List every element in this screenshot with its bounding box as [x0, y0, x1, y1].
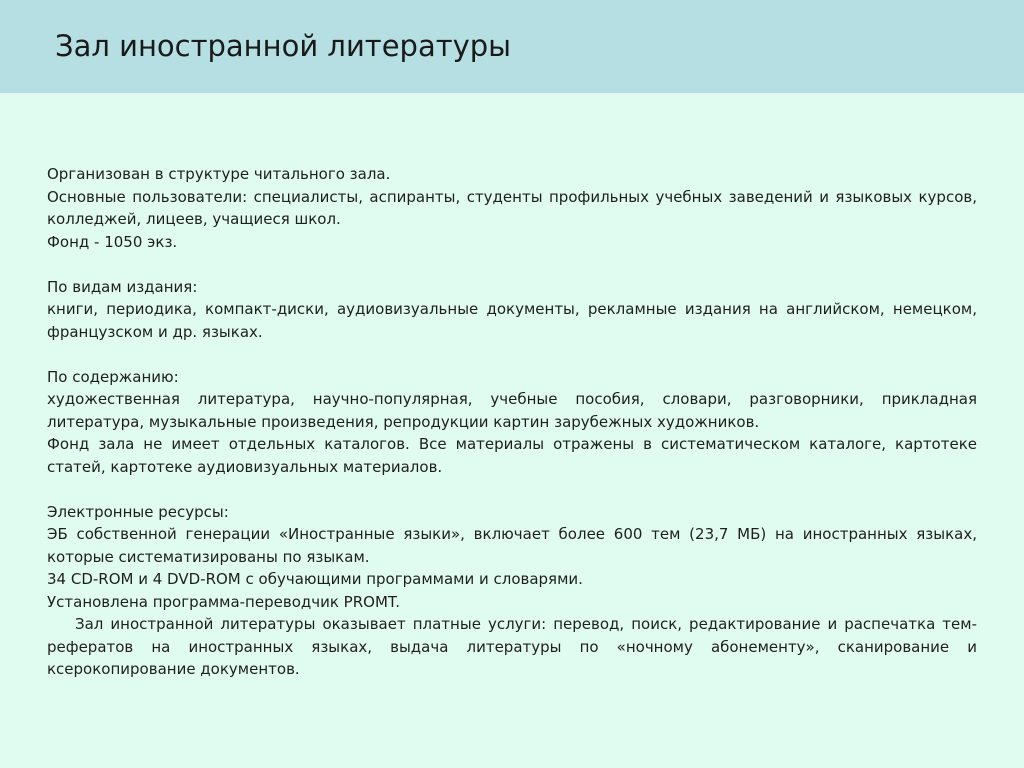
- slide-body: [47, 163, 977, 681]
- by-content-heading: По содержанию:: [47, 367, 179, 386]
- spacer: [47, 343, 977, 366]
- services-text: Зал иностранной литературы оказывает платные услуги: перевод, поиск, редактирование и распечатка тем-рефератов на иностранных языках, выдача литературы по «ночному абонементу», сканирование и ксерокопирование документов.: [47, 615, 977, 678]
- spacer: [47, 253, 977, 276]
- promt-text: Установлена программа-переводчик PROMT.: [47, 592, 401, 611]
- organized-text: Организован в структуре читального зала.: [47, 165, 391, 183]
- fund-text: Фонд - 1050 экз.: [47, 232, 178, 251]
- slide-title: Зал иностранной литературы: [55, 29, 512, 63]
- title-bar: [0, 0, 1024, 93]
- cdrom-text: 34 CD-ROM и 4 DVD-ROM с обучающими программами и словарями.: [47, 570, 583, 588]
- spacer: [47, 478, 977, 501]
- by-type-text: книги, периодика, компакт-диски, аудиовизуальные документы, рекламные издания на английском, немецком, французском и др. языках.: [47, 300, 977, 341]
- eb-generation-text: ЭБ собственной генерации «Иностранные языки», включает более 600 тем (23,7 МБ) на иностранных языках, которые систематизированы по языкам.: [47, 525, 977, 566]
- catalogs-text: Фонд зала не имеет отдельных каталогов. Все материалы отражены в систематическом каталоге, картотеке статей, картотеке аудиовизуальных материалов.: [47, 435, 977, 476]
- users-text: Основные пользователи: специалисты, аспиранты, студенты профильных учебных заведений и языковых курсов, колледжей, лицеев, учащиеся школ.: [47, 187, 977, 228]
- eresources-heading: Электронные ресурсы:: [47, 502, 229, 521]
- by-content-text: художественная литература, научно-популярная, учебные пособия, словари, разговорники, прикладная литература, музыкальные произведения, репродукции картин зарубежных художников.: [47, 390, 977, 431]
- by-type-heading: По видам издания:: [47, 277, 198, 296]
